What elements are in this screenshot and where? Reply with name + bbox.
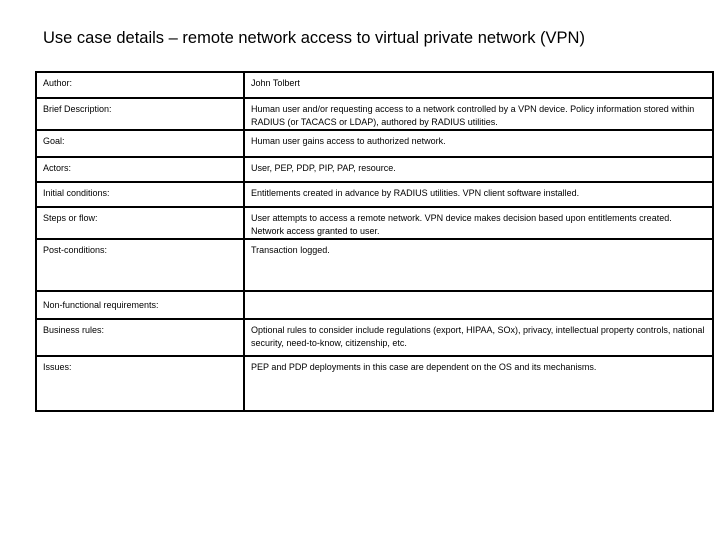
page-title: Use case details – remote network access to virtual private network (VPN) [43,29,585,47]
row-label: Post-conditions: [36,239,244,291]
row-value: User, PEP, PDP, PIP, PAP, resource. [244,157,713,182]
row-label: Steps or flow: [36,207,244,239]
table-row [36,291,713,319]
table-row [36,98,713,130]
row-label: Author: [36,72,244,98]
row-label: Goal: [36,130,244,157]
row-value [244,291,713,319]
row-value: User attempts to access a remote network. VPN device makes decision based upon entitlements created. Network access granted to user. [244,207,713,239]
row-label: Business rules: [36,319,244,356]
table-row [36,130,713,157]
row-value: Optional rules to consider include regulations (export, HIPAA, SOx), privacy, intellectual property controls, national security, need-to-know, citizenship, etc. [244,319,713,356]
row-value: PEP and PDP deployments in this case are dependent on the OS and its mechanisms. [244,356,713,411]
row-value: Entitlements created in advance by RADIUS utilities. VPN client software installed. [244,182,713,207]
row-value: Human user gains access to authorized network. [244,130,713,157]
row-label: Issues: [36,356,244,411]
table-row [36,239,713,291]
table-row [36,356,713,411]
row-label: Actors: [36,157,244,182]
row-label: Brief Description: [36,98,244,130]
table-row [36,207,713,239]
use-case-table [35,71,714,412]
table-row [36,72,713,98]
row-value: Transaction logged. [244,239,713,291]
table-row [36,319,713,356]
row-label: Initial conditions: [36,182,244,207]
row-value: John Tolbert [244,72,713,98]
table-row [36,182,713,207]
table-row [36,157,713,182]
row-value: Human user and/or requesting access to a network controlled by a VPN device. Policy information stored within RADIUS (or TACACS or LDAP), authored by RADIUS utilities. [244,98,713,130]
row-label: Non-functional requirements: [36,291,244,319]
